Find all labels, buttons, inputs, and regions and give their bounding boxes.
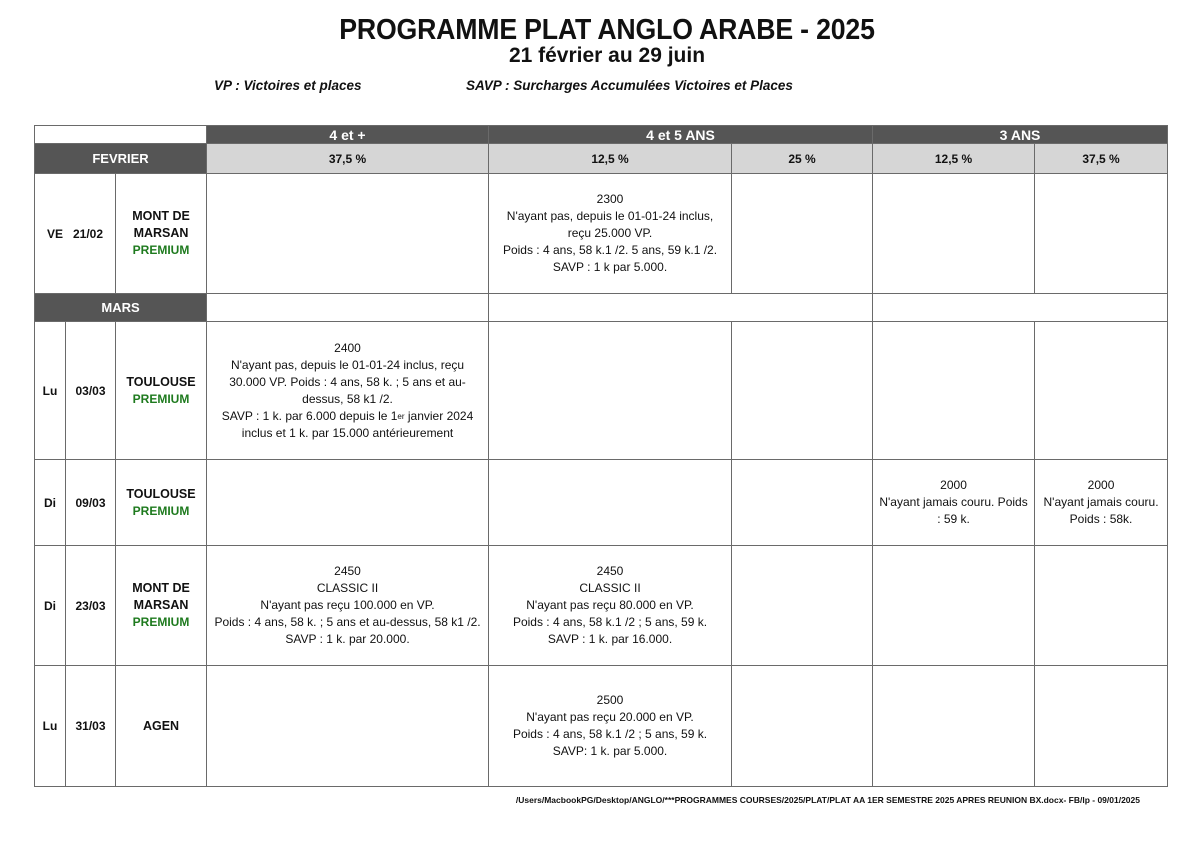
col-group-3-ans: 3 ANS [873, 126, 1168, 144]
cell-3-b [1035, 460, 1168, 546]
venue-line: TOULOUSE [126, 374, 196, 389]
race-weights: 30.000 VP. Poids : 4 ans, 58 k. ; 5 ans et au- [229, 374, 466, 389]
cell-3-a [873, 460, 1035, 546]
table-row [35, 460, 1168, 546]
cell-4-5-b [732, 546, 873, 666]
cell-4plus [207, 666, 489, 787]
race-distance: 2000 [1087, 478, 1115, 492]
col-pct-4-5-a: 12,5 % [489, 144, 732, 174]
row-venue [116, 322, 207, 460]
venue-line: MARSAN [133, 226, 189, 240]
race-savp: SAVP : 1 k. par 20.000. [285, 632, 410, 646]
row-venue [116, 666, 207, 787]
race-condition: N'ayant pas, depuis le 01-01-24 inclus, reçu [230, 357, 465, 372]
venue-line: AGEN [142, 718, 180, 733]
page-title: PROGRAMME PLAT ANGLO ARABE - 2025 [339, 14, 875, 46]
cell-3-b [1035, 666, 1168, 787]
row-date: 23/03 [66, 546, 116, 666]
row-date: 09/03 [66, 460, 116, 546]
race-distance: 2000 [940, 478, 967, 492]
mars-spacer-4-5 [489, 294, 873, 322]
premium-label: PREMIUM [132, 503, 190, 518]
row-venue [116, 460, 207, 546]
race-weights: Poids : 4 ans, 58 k.1 /2 ; 5 ans, 59 k. [512, 727, 708, 741]
cell-3-b [1035, 174, 1168, 294]
program-table [34, 125, 1168, 787]
race-savp: inclus et 1 k. par 15.000 antérieurement [241, 425, 454, 440]
cell-3-a [873, 666, 1035, 787]
table-row [35, 322, 1168, 460]
race-savp: SAVP: 1 k. par 5.000. [552, 744, 668, 758]
race-weights: Poids : 58k. [1069, 512, 1133, 526]
cell-4plus [207, 546, 489, 666]
cell-4-5-a [489, 322, 732, 460]
race-distance: 2450 [334, 564, 361, 578]
race-weights: : 59 k. [937, 512, 970, 526]
cell-4-5-b [732, 666, 873, 787]
cell-4-5-a [489, 174, 732, 294]
table-row [35, 546, 1168, 666]
row-day: VE [46, 226, 63, 241]
col-pct-3-b: 37,5 % [1035, 144, 1168, 174]
race-weights: dessus, 58 k1 /2. [302, 391, 393, 406]
row-day: Di [35, 460, 66, 546]
race-condition: N'ayant pas reçu 80.000 en VP. [526, 598, 694, 612]
page-subtitle: 21 février au 29 juin [508, 44, 706, 67]
cell-3-a [873, 322, 1035, 460]
cell-4plus [207, 460, 489, 546]
cell-3-b [1035, 322, 1168, 460]
race-condition: N'ayant pas reçu 20.000 en VP. [526, 710, 694, 724]
file-path-footer: /Users/MacbookPG/Desktop/ANGLO/***PROGRAMMES COURSES/2025/PLAT/PLAT AA 1ER SEMESTRE 2025 APRES REUNION BX.docx- FB/lp - 09/01/2025 [515, 795, 1140, 805]
row-day-date [35, 174, 116, 294]
cell-4-5-a [489, 666, 732, 787]
mars-spacer-4plus [207, 294, 489, 322]
cell-4plus [207, 322, 489, 460]
row-date: 03/03 [66, 322, 116, 460]
mars-spacer-3 [873, 294, 1168, 322]
month-fevrier: FEVRIER [35, 144, 207, 174]
race-condition: N'ayant jamais couru. [1043, 495, 1159, 509]
col-pct-4plus: 37,5 % [207, 144, 489, 174]
row-day: Lu [35, 666, 66, 787]
cell-3-a [873, 546, 1035, 666]
race-weights: Poids : 4 ans, 58 k. ; 5 ans et au-dessus, 58 k1 /2. [214, 615, 481, 629]
race-class: CLASSIC II [579, 581, 641, 595]
race-weights: Poids : 4 ans, 58 k.1 /2 ; 5 ans, 59 k. [512, 615, 708, 629]
row-date: 21/02 [73, 226, 104, 241]
race-savp: SAVP : 1 k. par 6.000 depuis le 1er janvier 2024 [221, 408, 474, 423]
premium-label: PREMIUM [132, 243, 190, 257]
race-distance: 2450 [596, 564, 624, 578]
col-pct-3-a: 12,5 % [873, 144, 1035, 174]
month-mars: MARS [35, 294, 207, 322]
race-weights: Poids : 4 ans, 58 k.1 /2. 5 ans, 59 k.1 /2. [502, 243, 718, 257]
cell-4-5-a [489, 460, 732, 546]
race-distance: 2400 [334, 340, 361, 355]
race-class: CLASSIC II [316, 581, 379, 595]
venue-line: MONT DE [132, 209, 190, 223]
col-group-4-5-ans: 4 et 5 ANS [489, 126, 873, 144]
race-savp: SAVP : 1 k par 5.000. [552, 260, 668, 274]
legend-vp: VP : Victoires et places [214, 78, 362, 93]
legend-savp: SAVP : Surcharges Accumulées Victoires et Places [466, 78, 793, 93]
cell-3-a [873, 174, 1035, 294]
race-condition: N'ayant pas, depuis le 01-01-24 inclus, [506, 209, 714, 223]
premium-label: PREMIUM [132, 391, 190, 406]
race-condition: N'ayant pas reçu 100.000 en VP. [260, 598, 435, 612]
race-condition: N'ayant jamais couru. Poids [879, 495, 1028, 509]
cell-4-5-b [732, 460, 873, 546]
venue-line: MARSAN [133, 598, 189, 612]
header-blank [35, 126, 207, 144]
cell-4-5-b [732, 322, 873, 460]
col-pct-4-5-b: 25 % [732, 144, 873, 174]
race-condition: reçu 25.000 VP. [567, 226, 653, 240]
table-row [35, 666, 1168, 787]
race-distance: 2500 [596, 693, 624, 707]
venue-line: MONT DE [132, 581, 190, 595]
venue-line: TOULOUSE [126, 486, 196, 501]
row-venue [116, 546, 207, 666]
cell-4plus [207, 174, 489, 294]
cell-3-b [1035, 546, 1168, 666]
race-distance: 2300 [596, 192, 624, 206]
cell-4-5-a [489, 546, 732, 666]
row-day: Di [35, 546, 66, 666]
col-group-4plus: 4 et + [207, 126, 489, 144]
row-date: 31/03 [66, 666, 116, 787]
row-day: Lu [35, 322, 66, 460]
row-venue [116, 174, 207, 294]
premium-label: PREMIUM [132, 615, 190, 629]
race-savp: SAVP : 1 k. par 16.000. [547, 632, 673, 646]
cell-4-5-b [732, 174, 873, 294]
table-row [35, 174, 1168, 294]
